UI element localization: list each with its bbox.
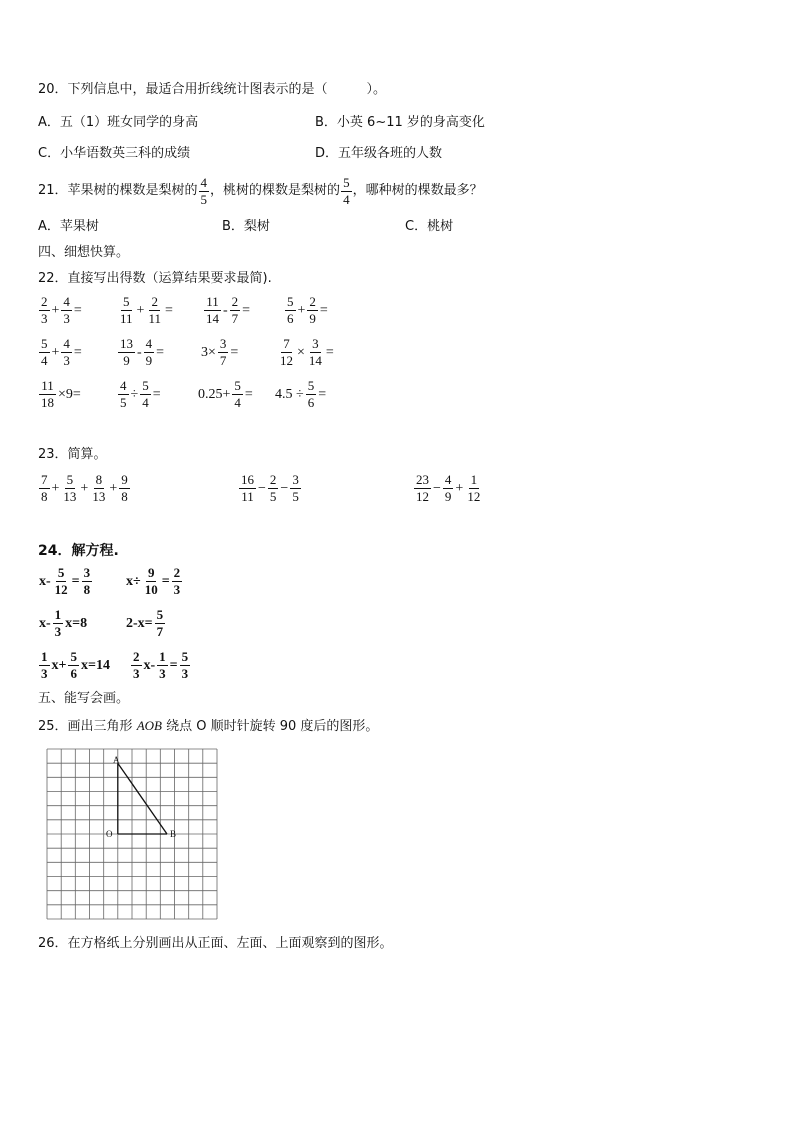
operand: 0.25+ bbox=[198, 386, 231, 402]
equals: = bbox=[325, 344, 334, 360]
q21-option-a: A．苹果树 bbox=[38, 219, 99, 234]
numerator: 5 bbox=[343, 174, 350, 190]
operator: + bbox=[51, 344, 60, 360]
fraction bbox=[39, 473, 50, 504]
operator: + bbox=[297, 302, 306, 318]
numerator: 3 bbox=[219, 336, 227, 351]
fraction bbox=[414, 473, 431, 504]
q23-expression-2 bbox=[238, 473, 302, 504]
q21-stem bbox=[38, 172, 483, 210]
denominator: 13 bbox=[63, 489, 77, 504]
denominator: 14 bbox=[308, 353, 322, 368]
q24-equation-4 bbox=[125, 608, 166, 639]
fraction bbox=[239, 473, 256, 504]
numerator: 2 bbox=[309, 294, 316, 309]
numerator: 11 bbox=[41, 378, 54, 393]
denominator: 4 bbox=[41, 353, 48, 368]
q25-text-pre: 25．画出三角形 bbox=[38, 719, 137, 734]
q23-stem: 23．简算。 bbox=[38, 447, 107, 462]
q21-fraction-1 bbox=[199, 176, 210, 207]
numerator: 5 bbox=[66, 472, 74, 487]
fraction bbox=[39, 295, 50, 326]
denominator: 9 bbox=[444, 489, 452, 504]
numerator: 5 bbox=[156, 607, 164, 622]
numerator: 4 bbox=[200, 174, 208, 190]
q21-option-c: C．桃树 bbox=[405, 219, 454, 234]
fraction bbox=[131, 650, 142, 681]
fraction bbox=[306, 379, 317, 410]
denominator: 11 bbox=[148, 311, 161, 326]
numerator: 3 bbox=[292, 472, 299, 487]
fraction bbox=[39, 337, 50, 368]
operator: ×9= bbox=[58, 386, 81, 402]
denominator: 10 bbox=[144, 582, 158, 597]
denominator: 3 bbox=[54, 624, 62, 639]
denominator: 6 bbox=[307, 395, 315, 410]
equals: = bbox=[164, 302, 173, 318]
fraction bbox=[118, 379, 129, 410]
operator: − bbox=[258, 480, 266, 496]
denominator: 7 bbox=[219, 353, 227, 368]
term: x=8 bbox=[65, 615, 88, 631]
denominator: 5 bbox=[200, 191, 208, 207]
denominator: 8 bbox=[41, 489, 48, 504]
fraction bbox=[157, 650, 168, 681]
term: x÷ bbox=[126, 573, 141, 589]
section-5-title: 五、能写会画。 bbox=[38, 691, 130, 706]
operand: 4.5 ÷ bbox=[275, 386, 304, 402]
fraction bbox=[61, 337, 72, 368]
q21-text-post: ，哪种树的棵数最多？ bbox=[352, 183, 483, 198]
operator: - bbox=[137, 344, 142, 360]
equals: = bbox=[73, 302, 82, 318]
q22-r1-e1 bbox=[38, 295, 83, 326]
numerator: 7 bbox=[283, 336, 290, 351]
numerator: 2 bbox=[133, 649, 140, 664]
numerator: 5 bbox=[57, 565, 65, 580]
equals: = bbox=[73, 344, 82, 360]
label-b: B bbox=[170, 829, 177, 839]
fraction bbox=[68, 650, 79, 681]
numerator: 1 bbox=[159, 649, 166, 664]
term: x+ bbox=[51, 657, 67, 673]
numerator: 5 bbox=[70, 649, 77, 664]
operator: + bbox=[80, 480, 89, 496]
fraction bbox=[39, 650, 50, 681]
numerator: 13 bbox=[120, 336, 133, 351]
term: x=14 bbox=[80, 657, 110, 673]
operator: + bbox=[136, 302, 145, 318]
denominator: 7 bbox=[231, 311, 239, 326]
denominator: 11 bbox=[241, 489, 254, 504]
operator: + bbox=[455, 480, 464, 496]
denominator: 5 bbox=[120, 395, 127, 410]
q26-stem: 26．在方格纸上分别画出从正面、左面、上面观察到的图形。 bbox=[38, 936, 393, 951]
q20-option-d: D．五年级各班的人数 bbox=[315, 146, 443, 161]
fraction bbox=[285, 295, 296, 326]
denominator: 5 bbox=[269, 489, 277, 504]
operator: + bbox=[51, 480, 60, 496]
denominator: 7 bbox=[156, 624, 164, 639]
q21-text-pre: 21．苹果树的棵数是梨树的 bbox=[38, 183, 198, 198]
q22-stem: 22．直接写出得数（运算结果要求最简). bbox=[38, 271, 272, 286]
equals: = bbox=[161, 573, 170, 589]
operator: − bbox=[280, 480, 289, 496]
fraction bbox=[53, 566, 70, 597]
denominator: 3 bbox=[63, 353, 70, 368]
triangle-aob bbox=[118, 763, 167, 834]
term: x- bbox=[39, 573, 51, 589]
fraction bbox=[119, 473, 130, 504]
q21-fraction-2 bbox=[341, 176, 352, 207]
numerator: 4 bbox=[63, 294, 70, 309]
denominator: 14 bbox=[206, 311, 219, 326]
q22-r1-e2 bbox=[117, 295, 174, 326]
numerator: 2 bbox=[41, 294, 48, 309]
denominator: 4 bbox=[142, 395, 149, 410]
fraction bbox=[278, 337, 295, 368]
numerator: 3 bbox=[83, 565, 91, 580]
denominator: 12 bbox=[280, 353, 293, 368]
q25-text-post: 绕点 O 顺时针旋转 90 度后的图形。 bbox=[161, 719, 379, 734]
fraction bbox=[232, 379, 243, 410]
q23-expression-1 bbox=[38, 473, 131, 504]
numerator: 9 bbox=[121, 472, 128, 487]
q24-equation-5 bbox=[38, 650, 111, 681]
fraction bbox=[39, 379, 56, 410]
denominator: 4 bbox=[343, 191, 350, 207]
denominator: 3 bbox=[181, 666, 189, 681]
numerator: 4 bbox=[145, 336, 153, 351]
denominator: 18 bbox=[41, 395, 54, 410]
numerator: 1 bbox=[54, 607, 62, 622]
operator: + bbox=[109, 480, 118, 496]
q20-option-c: C．小华语数英三科的成绩 bbox=[38, 146, 191, 161]
fraction bbox=[90, 473, 107, 504]
fraction bbox=[53, 608, 64, 639]
operand: 3× bbox=[201, 344, 216, 360]
numerator: 2 bbox=[151, 294, 158, 309]
numerator: 2 bbox=[269, 472, 277, 487]
equals: = bbox=[244, 386, 253, 402]
q24-equation-6 bbox=[130, 650, 191, 681]
numerator: 4 bbox=[444, 472, 452, 487]
term: 2-x= bbox=[126, 615, 153, 631]
denominator: 8 bbox=[83, 582, 91, 597]
numerator: 16 bbox=[241, 472, 254, 487]
fraction bbox=[61, 295, 72, 326]
equals: = bbox=[230, 344, 239, 360]
numerator: 3 bbox=[312, 336, 319, 351]
fraction bbox=[307, 337, 324, 368]
denominator: 3 bbox=[41, 311, 48, 326]
equals: = bbox=[318, 386, 327, 402]
q25-stem bbox=[38, 717, 378, 736]
denominator: 9 bbox=[123, 353, 130, 368]
term: x- bbox=[39, 615, 51, 631]
q24-equation-1 bbox=[38, 566, 93, 597]
equals: = bbox=[156, 344, 165, 360]
denominator: 12 bbox=[54, 582, 68, 597]
operator: - bbox=[223, 302, 228, 318]
q20-stem: 20．下列信息中，最适合用折线统计图表示的是（ ）。 bbox=[38, 82, 387, 97]
fraction bbox=[172, 566, 183, 597]
denominator: 13 bbox=[92, 489, 106, 504]
equals: = bbox=[152, 386, 161, 402]
denominator: 6 bbox=[70, 666, 77, 681]
section-4-title: 四、细想快算。 bbox=[38, 245, 130, 260]
equals: = bbox=[319, 302, 328, 318]
fraction bbox=[155, 608, 166, 639]
denominator: 3 bbox=[159, 666, 166, 681]
q22-r2-e1 bbox=[38, 337, 83, 368]
equals: = bbox=[169, 657, 178, 673]
denominator: 4 bbox=[234, 395, 241, 410]
operator: − bbox=[433, 480, 441, 496]
label-o: O bbox=[106, 829, 113, 839]
q22-r2-e2 bbox=[117, 337, 165, 368]
fraction bbox=[180, 650, 191, 681]
numerator: 2 bbox=[231, 294, 239, 309]
numerator: 5 bbox=[41, 336, 48, 351]
operator: × bbox=[297, 344, 305, 360]
q21-option-b: B．梨树 bbox=[222, 219, 270, 234]
equals: = bbox=[242, 302, 251, 318]
denominator: 5 bbox=[292, 489, 299, 504]
q25-grid-figure bbox=[46, 748, 218, 920]
numerator: 5 bbox=[181, 649, 189, 664]
fraction bbox=[144, 337, 155, 368]
numerator: 5 bbox=[234, 378, 241, 393]
fraction bbox=[146, 295, 163, 326]
label-a: A bbox=[113, 755, 120, 765]
q22-r3-e4 bbox=[274, 379, 327, 410]
q20-option-a: A．五（1）班女同学的身高 bbox=[38, 115, 199, 130]
denominator: 9 bbox=[145, 353, 153, 368]
fraction bbox=[118, 337, 135, 368]
fraction bbox=[268, 473, 279, 504]
fraction bbox=[143, 566, 160, 597]
denominator: 3 bbox=[133, 666, 140, 681]
numerator: 4 bbox=[63, 336, 70, 351]
denominator: 8 bbox=[121, 489, 128, 504]
denominator: 3 bbox=[63, 311, 70, 326]
fraction bbox=[61, 473, 78, 504]
numerator: 9 bbox=[147, 565, 155, 580]
q21-text-mid: ，桃树的棵数是梨树的 bbox=[210, 183, 341, 198]
numerator: 5 bbox=[287, 294, 294, 309]
denominator: 3 bbox=[173, 582, 181, 597]
fraction bbox=[290, 473, 301, 504]
triangle-name: AOB bbox=[136, 718, 162, 733]
numerator: 5 bbox=[142, 378, 149, 393]
fraction bbox=[230, 295, 241, 326]
numerator: 1 bbox=[41, 649, 48, 664]
fraction bbox=[118, 295, 135, 326]
equals: = bbox=[71, 573, 80, 589]
numerator: 7 bbox=[41, 472, 48, 487]
q22-r3-e1 bbox=[38, 379, 82, 410]
fraction bbox=[82, 566, 93, 597]
denominator: 12 bbox=[467, 489, 481, 504]
q24-stem: 24．解方程. bbox=[38, 543, 119, 559]
q24-equation-3 bbox=[38, 608, 88, 639]
side-ab bbox=[118, 763, 167, 834]
numerator: 1 bbox=[470, 472, 478, 487]
numerator: 2 bbox=[173, 565, 181, 580]
denominator: 3 bbox=[41, 666, 48, 681]
numerator: 11 bbox=[206, 294, 219, 309]
q22-r1-e3 bbox=[203, 295, 251, 326]
q20-option-b: B．小英 6~11 岁的身高变化 bbox=[315, 115, 485, 130]
q22-r3-e3 bbox=[197, 379, 254, 410]
denominator: 11 bbox=[120, 311, 133, 326]
denominator: 9 bbox=[309, 311, 316, 326]
fraction bbox=[218, 337, 229, 368]
denominator: 12 bbox=[416, 489, 429, 504]
numerator: 8 bbox=[95, 472, 103, 487]
numerator: 5 bbox=[307, 378, 315, 393]
fraction bbox=[443, 473, 454, 504]
fraction bbox=[140, 379, 151, 410]
fraction bbox=[307, 295, 318, 326]
numerator: 4 bbox=[120, 378, 127, 393]
operator: + bbox=[51, 302, 60, 318]
q22-r2-e4 bbox=[277, 337, 335, 368]
denominator: 6 bbox=[287, 311, 294, 326]
q23-expression-3 bbox=[413, 473, 483, 504]
q22-r1-e4 bbox=[284, 295, 329, 326]
fraction bbox=[204, 295, 221, 326]
term: x- bbox=[143, 657, 156, 673]
operator: ÷ bbox=[130, 386, 139, 402]
q22-r3-e2 bbox=[117, 379, 162, 410]
numerator: 5 bbox=[123, 294, 130, 309]
q22-r2-e3 bbox=[200, 337, 239, 368]
q24-equation-2 bbox=[125, 566, 183, 597]
numerator: 23 bbox=[416, 472, 429, 487]
fraction bbox=[465, 473, 482, 504]
